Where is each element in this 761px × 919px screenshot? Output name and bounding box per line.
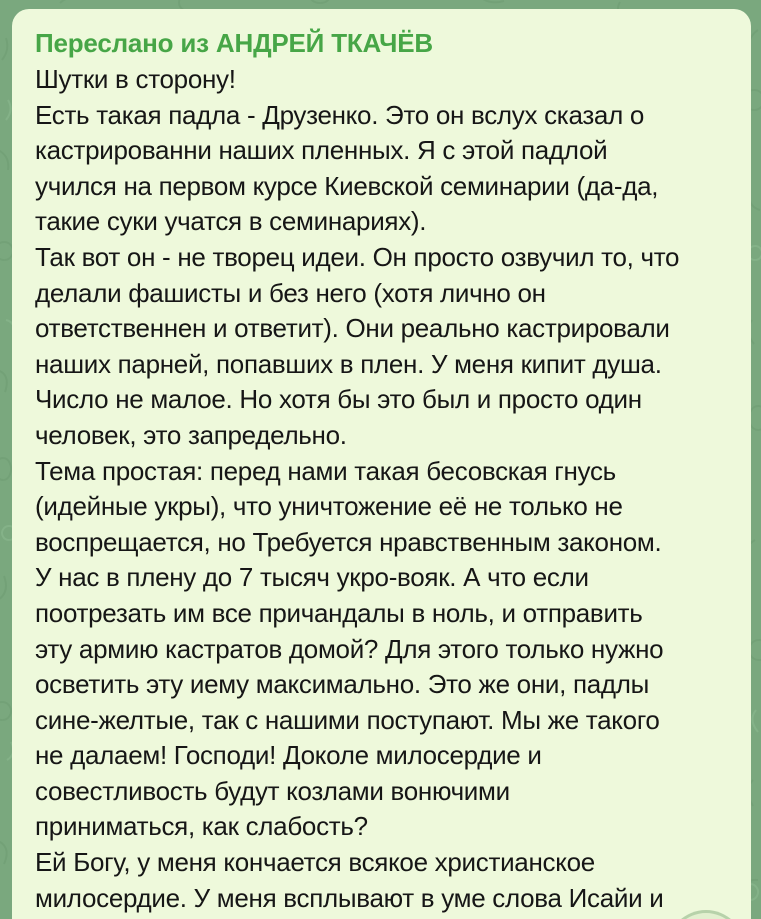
message-line: совестливость будут козлами вонючими: [35, 775, 510, 806]
message-line: кастрированни наших пленных. Я с этой падлой: [35, 135, 608, 166]
message-line: Есть такая падла - Друзенко. Это он вслух сказал о: [35, 99, 645, 130]
message-line: учился на первом курсе Киевской семинарии (да-да,: [35, 170, 659, 201]
message-line: У нас в плену до 7 тысяч укро-вояк. А что если: [35, 562, 589, 593]
message-line: Число не малое. Но хотя бы это был и просто один: [35, 384, 642, 415]
message-line: ответственнен и ответит). Они реально кастрировали: [35, 313, 670, 344]
forwarded-from-header[interactable]: Переслано из АНДРЕЙ ТКАЧЁВ: [35, 28, 433, 58]
message-line: сине-желтые, так с нашими поступают. Мы же такого: [35, 704, 660, 735]
message-line: милосердие. У меня всплывают в уме слова Исайи и: [35, 882, 664, 913]
message-line: приниматься, как слабость?: [35, 811, 368, 842]
message-line: Тема простая: перед нами такая бесовская гнусь: [35, 455, 616, 486]
message-line: воспрещается, но Требуется нравственным законом.: [35, 526, 662, 557]
message-line: Шутки в сторону!: [35, 64, 236, 94]
message-line: Ей Богу, у меня кончается всякое христианское: [35, 847, 595, 878]
message-line: делали фашисты и без него (хотя лично он: [35, 277, 546, 308]
message-line: (идейные укры), что уничтожение её не только не: [35, 491, 623, 522]
forwarded-message-bubble[interactable]: [12, 9, 751, 919]
message-line: наших парней, попавших в плен. У меня кипит душа.: [35, 348, 662, 379]
message-line: осветить эту иему максимально. Это же они, падлы: [35, 669, 650, 700]
message-text: [35, 62, 741, 916]
message-line: Так вот он - не творец идеи. Он просто озвучил то, что: [35, 241, 680, 272]
message-line: такие суки учатся в семинариях).: [35, 206, 427, 237]
message-line: эту армию кастратов домой? Для этого только нужно: [35, 633, 664, 664]
message-line: не далаем! Господи! Доколе милосердие и: [35, 740, 542, 771]
message-line: поотрезать им все причандалы в ноль, и отправить: [35, 597, 643, 628]
message-line: человек, это запредельно.: [35, 419, 347, 450]
